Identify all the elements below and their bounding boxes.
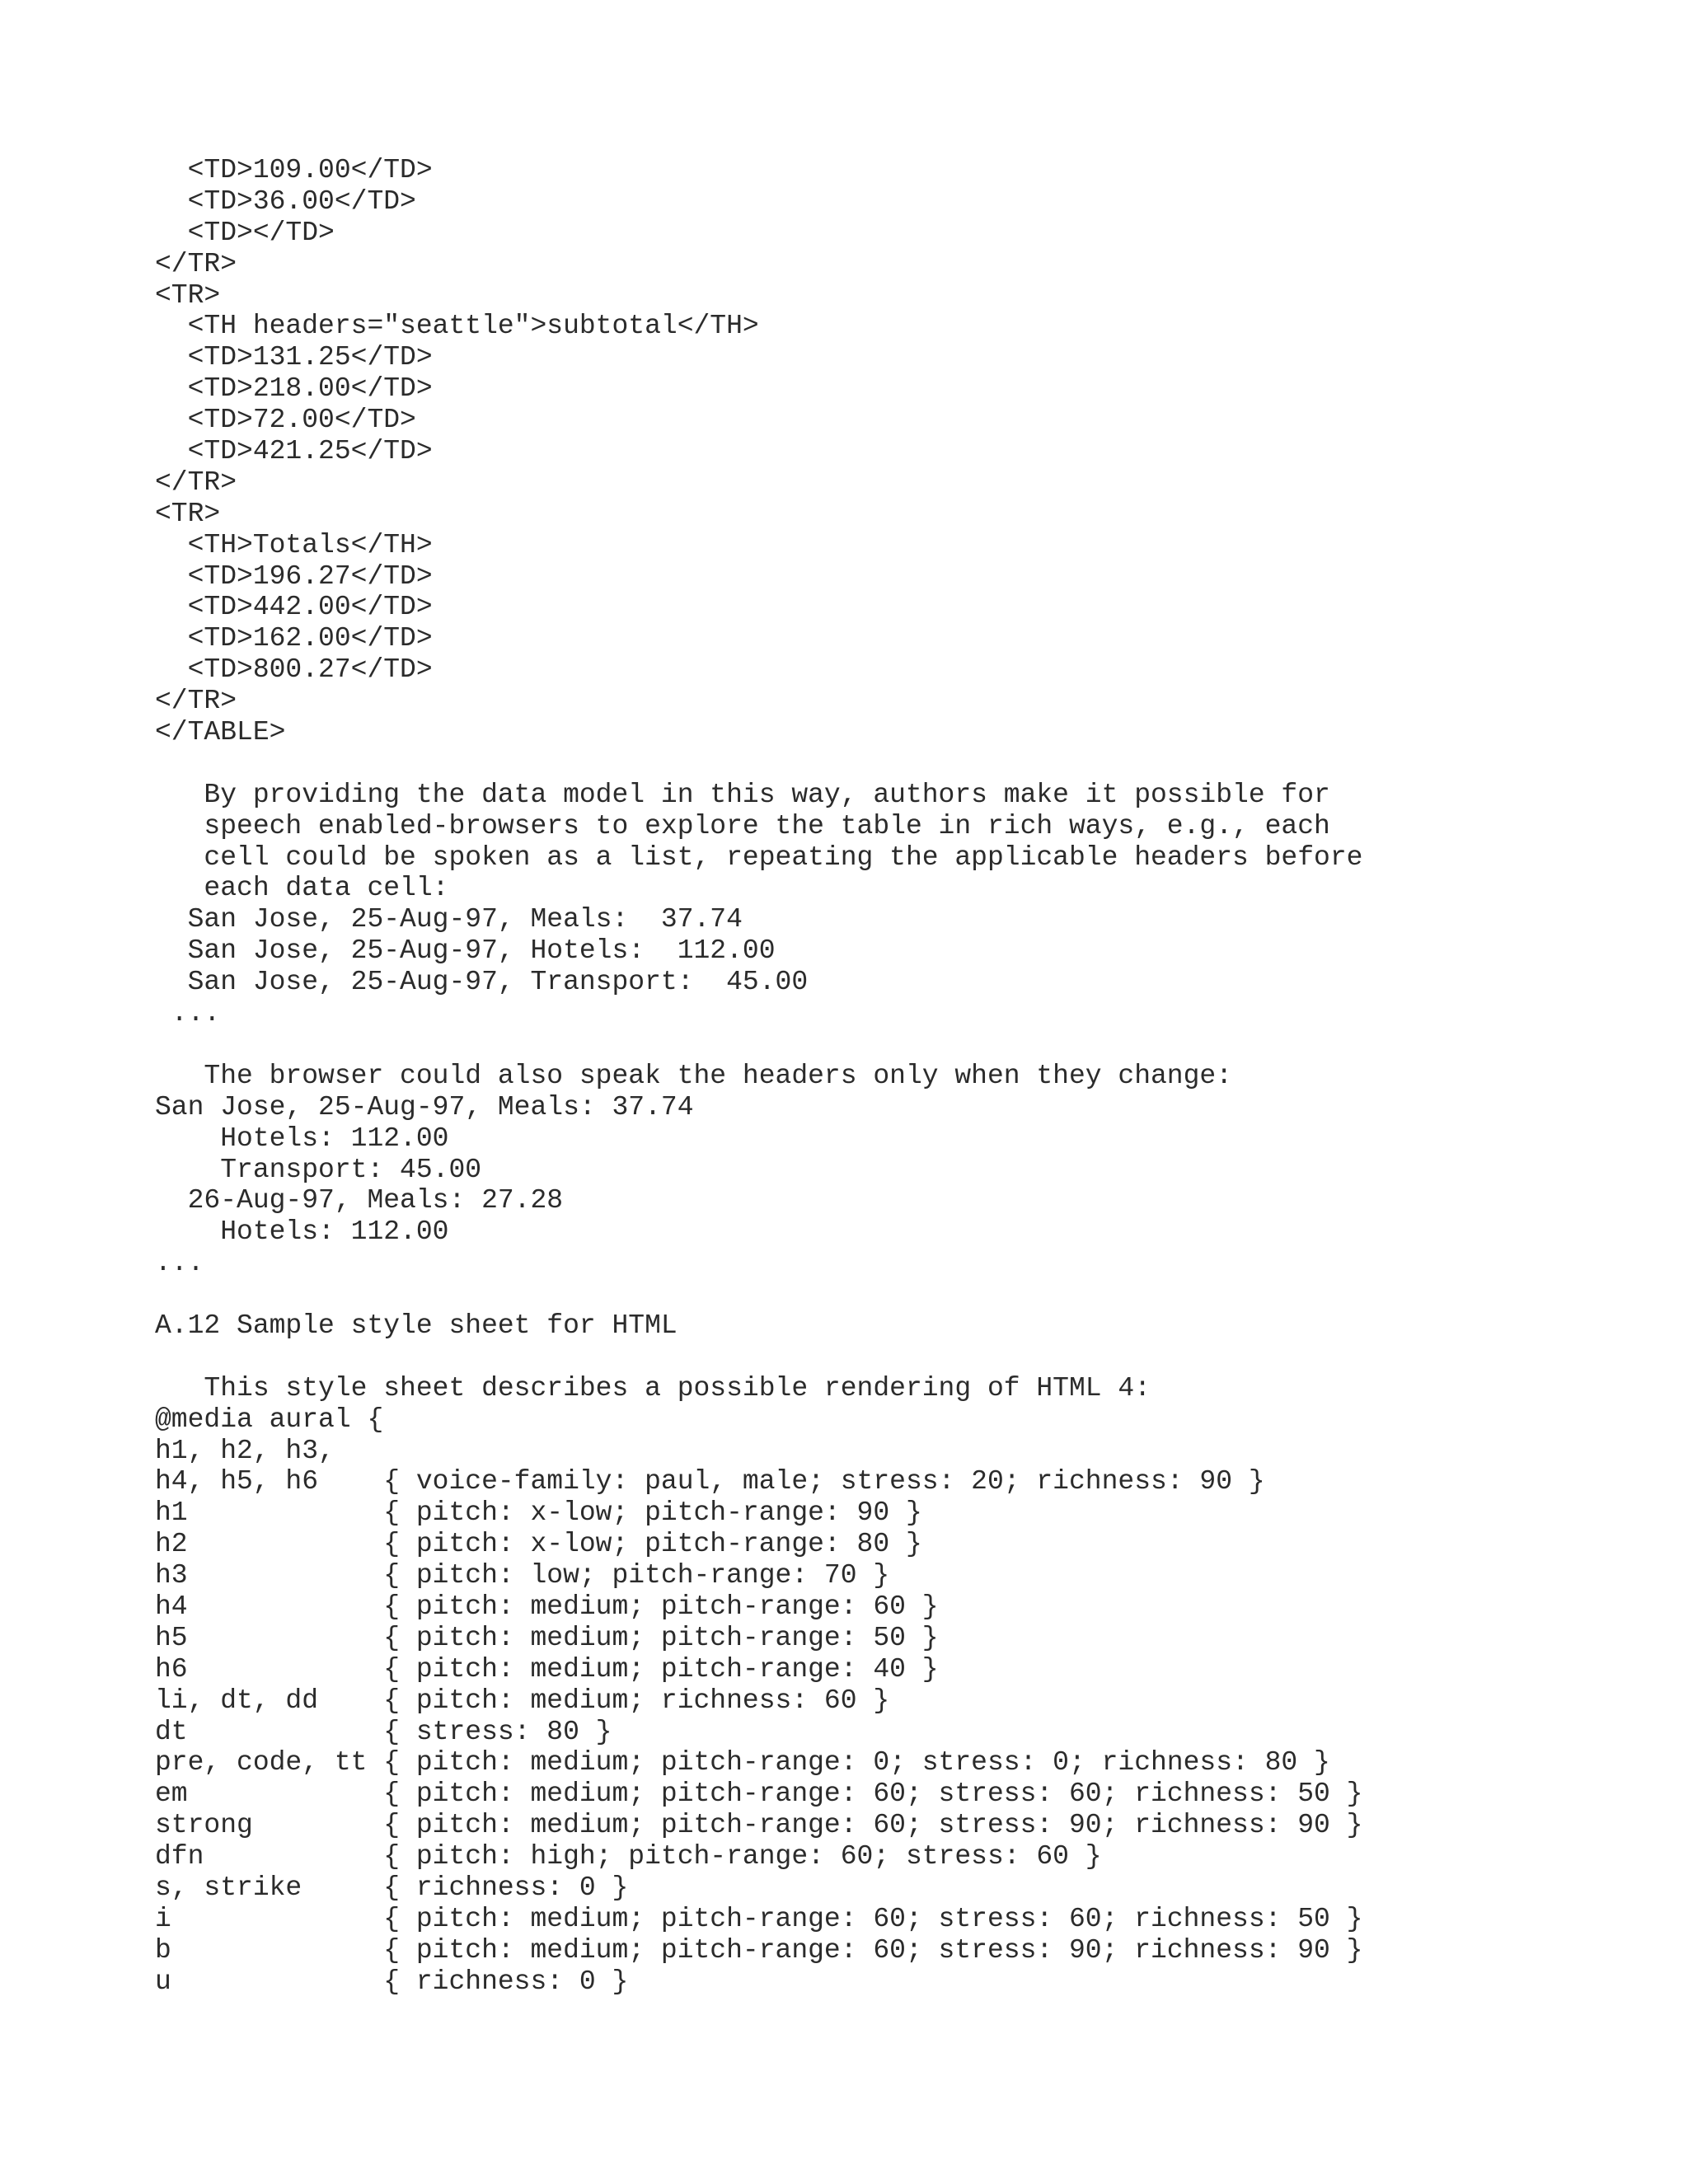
text-line: San Jose, 25-Aug-97, Meals: 37.74 <box>155 1091 694 1122</box>
text-line: A.12 Sample style sheet for HTML <box>155 1310 678 1341</box>
text-line: <TD></TD> <box>155 217 335 248</box>
text-line: @media aural { <box>155 1404 384 1435</box>
text-line: ... <box>155 1248 204 1279</box>
text-line: <TR> <box>155 279 221 311</box>
text-line: speech enabled-browsers to explore the table in rich ways, e.g., each <box>155 810 1330 841</box>
text-line: em { pitch: medium; pitch-range: 60; stress: 60; richness: 50 } <box>155 1779 1363 1810</box>
text-line: <TD>421.25</TD> <box>155 436 433 467</box>
text-line: This style sheet describes a possible rendering of HTML 4: <box>155 1372 1151 1404</box>
text-line: <TD>72.00</TD> <box>155 405 416 436</box>
text-line: i { pitch: medium; pitch-range: 60; stress: 60; richness: 50 } <box>155 1903 1363 1934</box>
text-line: h5 { pitch: medium; pitch-range: 50 } <box>155 1622 939 1653</box>
text-line: h6 { pitch: medium; pitch-range: 40 } <box>155 1653 939 1685</box>
text-line <box>155 1029 1362 1061</box>
text-line: cell could be spoken as a list, repeating the applicable headers before <box>155 841 1363 873</box>
text-line: <TR> <box>155 498 221 529</box>
text-line: h4, h5, h6 { voice-family: paul, male; stress: 20; richness: 90 } <box>155 1466 1265 1497</box>
text-line: dfn { pitch: high; pitch-range: 60; stress: 60 } <box>155 1841 1102 1872</box>
text-line: <TD>218.00</TD> <box>155 373 433 405</box>
text-line: strong { pitch: medium; pitch-range: 60; stress: 90; richness: 90 } <box>155 1810 1363 1841</box>
text-line: <TD>36.00</TD> <box>155 185 416 217</box>
text-line: ... <box>155 998 221 1029</box>
text-line: each data cell: <box>155 873 449 904</box>
text-line: San Jose, 25-Aug-97, Meals: 37.74 <box>155 904 743 935</box>
text-line: <TD>109.00</TD> <box>155 155 433 185</box>
text-line: h1, h2, h3, <box>155 1435 335 1466</box>
text-line: Transport: 45.00 <box>155 1154 482 1185</box>
text-line: 26-Aug-97, Meals: 27.28 <box>155 1185 564 1216</box>
text-line: b { pitch: medium; pitch-range: 60; stress: 90; richness: 90 } <box>155 1934 1363 1966</box>
text-line: </TR> <box>155 686 237 717</box>
text-line <box>155 748 1362 780</box>
text-line: </TR> <box>155 466 237 498</box>
text-line: San Jose, 25-Aug-97, Transport: 45.00 <box>155 967 809 998</box>
text-line: pre, code, tt { pitch: medium; pitch-range: 0; stress: 0; richness: 80 } <box>155 1747 1330 1779</box>
text-line: dt { stress: 80 } <box>155 1716 612 1747</box>
text-line: <TD>442.00</TD> <box>155 592 433 623</box>
text-line: Hotels: 112.00 <box>155 1122 449 1154</box>
text-line: <TH>Totals</TH> <box>155 529 433 560</box>
text-line <box>155 1279 1362 1310</box>
text-line: s, strike { richness: 0 } <box>155 1872 629 1903</box>
text-line <box>155 1342 1362 1373</box>
text-line: h2 { pitch: x-low; pitch-range: 80 } <box>155 1529 922 1560</box>
text-line: h3 { pitch: low; pitch-range: 70 } <box>155 1560 890 1591</box>
text-line: By providing the data model in this way, authors make it possible for <box>155 779 1330 810</box>
text-line: Hotels: 112.00 <box>155 1216 449 1248</box>
text-line: u { richness: 0 } <box>155 1966 629 1997</box>
text-line: h4 { pitch: medium; pitch-range: 60 } <box>155 1591 939 1622</box>
text-line: li, dt, dd { pitch: medium; richness: 60 } <box>155 1685 890 1716</box>
text-line: San Jose, 25-Aug-97, Hotels: 112.00 <box>155 935 776 967</box>
text-line: <TD>800.27</TD> <box>155 654 433 686</box>
text-line: <TH headers="seattle">subtotal</TH> <box>155 311 759 342</box>
text-line: <TD>196.27</TD> <box>155 560 433 592</box>
text-line: </TABLE> <box>155 717 286 748</box>
text-line: <TD>131.25</TD> <box>155 342 433 373</box>
document-text <box>155 155 1362 1998</box>
text-line: </TR> <box>155 248 237 279</box>
text-line: The browser could also speak the headers only when they change: <box>155 1060 1233 1091</box>
text-line: h1 { pitch: x-low; pitch-range: 90 } <box>155 1497 922 1529</box>
text-line: <TD>162.00</TD> <box>155 623 433 654</box>
